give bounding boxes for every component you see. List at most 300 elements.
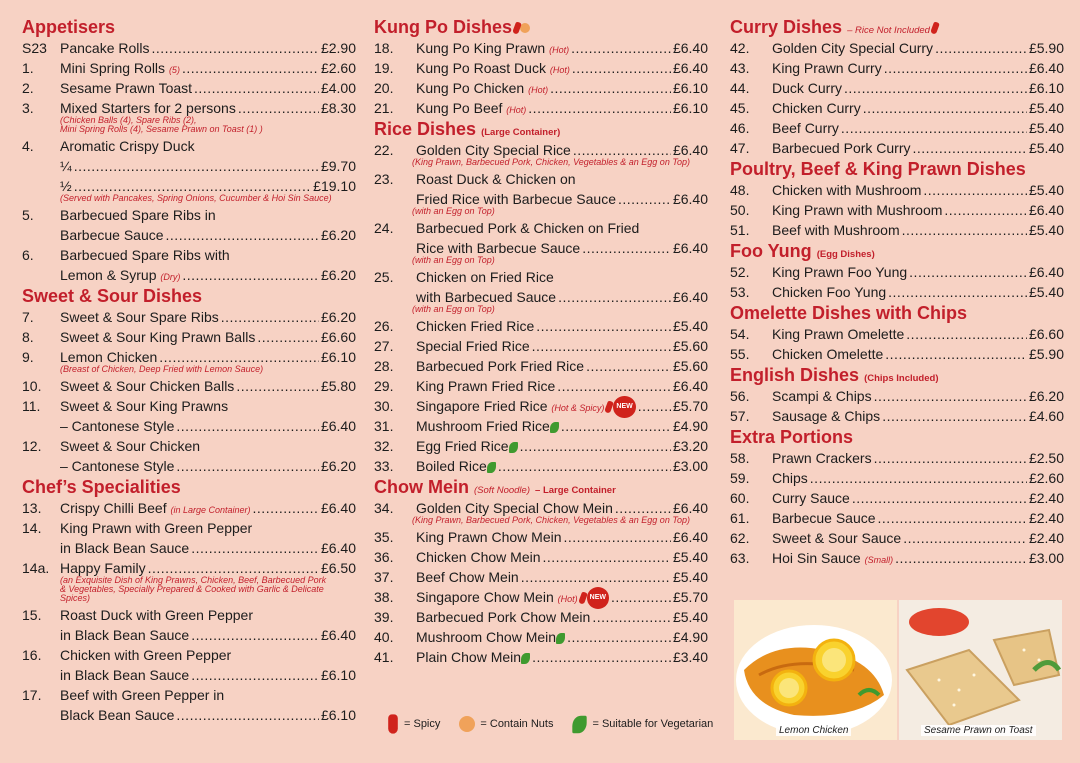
menu-item <box>374 627 708 647</box>
menu-item <box>730 220 1064 240</box>
item-name: Barbecue Sauce <box>60 227 164 243</box>
section-title: Foo Yung <box>730 241 812 261</box>
item-price: £8.30 <box>320 100 356 116</box>
leader-dots <box>176 705 319 725</box>
item-name-wrap <box>416 627 565 647</box>
item-name-wrap <box>416 396 636 418</box>
leader-dots <box>878 508 1027 528</box>
item-price: £5.40 <box>672 318 708 334</box>
leader-dots <box>194 78 319 98</box>
item-name-wrap <box>416 58 570 80</box>
section-title: Rice Dishes <box>374 119 477 139</box>
item-name: Mushroom Fried Rice <box>416 418 550 434</box>
item-price: £6.40 <box>672 529 708 545</box>
item-name-wrap <box>416 336 530 356</box>
item-note: (Dry) <box>160 272 181 282</box>
item-name-wrap <box>416 356 584 376</box>
leader-dots <box>558 287 671 307</box>
menu-item <box>374 416 708 436</box>
item-name: Rice with Barbecue Sauce <box>416 240 581 256</box>
leader-dots <box>638 396 671 416</box>
item-name: Crispy Chilli Beef <box>60 500 167 516</box>
leader-dots <box>884 58 1027 78</box>
item-price: £2.60 <box>1028 470 1064 486</box>
item-detail: & Vegetables, Specially Prepared & Cooked with Garlic & Delicate <box>60 584 324 594</box>
veg-icon <box>550 422 559 433</box>
item-name: Barbecued Spare Ribs in <box>60 207 216 223</box>
item-price: £5.80 <box>320 378 356 394</box>
menu-item <box>374 356 708 376</box>
item-name-wrap <box>60 38 150 58</box>
item-note: (Hot) <box>549 65 570 75</box>
item-detail: Spices) <box>60 593 91 603</box>
item-note: (Hot) <box>557 594 578 604</box>
section-heading <box>730 240 1064 262</box>
item-name: Kung Po King Prawn <box>416 40 546 56</box>
item-name-wrap <box>772 468 808 488</box>
leader-dots <box>592 607 671 627</box>
leader-dots <box>844 78 1027 98</box>
item-name-wrap <box>60 605 253 625</box>
section-subtitle: (Egg Dishes) <box>816 249 875 260</box>
item-name-wrap <box>416 169 576 189</box>
item-name-wrap <box>772 282 886 302</box>
section-title: Poultry, Beef & King Prawn Dishes <box>730 159 1026 179</box>
item-name: Sesame Prawn Toast <box>60 80 193 96</box>
item-number: 51. <box>730 222 750 238</box>
leader-dots <box>586 356 671 376</box>
item-name: King Prawn Curry <box>772 60 882 76</box>
menu-item <box>374 336 708 356</box>
item-number: 10. <box>22 378 42 394</box>
item-name-wrap <box>772 118 839 138</box>
item-name-wrap <box>416 416 559 436</box>
item-name-wrap <box>772 406 880 426</box>
item-number: 61. <box>730 510 750 526</box>
item-price: £6.50 <box>320 560 356 576</box>
leader-dots <box>852 488 1027 508</box>
item-number: 19. <box>374 60 394 76</box>
veg-icon <box>573 715 587 733</box>
item-detail: (Breast of Chicken, Deep Fried with Lemon Sauce) <box>60 364 264 374</box>
item-number: 2. <box>22 80 34 96</box>
item-name: Barbecue Sauce <box>772 510 876 526</box>
item-name: Mixed Starters for 2 persons <box>60 100 236 116</box>
menu-item <box>374 396 708 416</box>
menu-item <box>22 38 356 58</box>
section-title: Kung Po Dishes <box>374 17 513 37</box>
leader-dots <box>550 78 671 98</box>
item-price: £2.90 <box>320 40 356 56</box>
item-number: 39. <box>374 609 394 625</box>
item-name: Sausage & Chips <box>772 408 881 424</box>
leader-dots <box>841 118 1027 138</box>
menu-item <box>730 58 1064 78</box>
menu-item <box>22 498 356 518</box>
item-number: 46. <box>730 120 750 136</box>
item-price: £5.40 <box>1028 100 1064 116</box>
menu-item <box>730 324 1064 344</box>
item-name-wrap <box>60 396 228 416</box>
legend-nuts: = Contain Nuts <box>480 718 554 730</box>
menu-item <box>730 468 1064 488</box>
menu-item <box>22 307 356 327</box>
item-number: 44. <box>730 80 750 96</box>
menu-item <box>730 528 1064 548</box>
item-name-wrap <box>60 205 216 225</box>
item-name-wrap <box>772 98 861 118</box>
item-name-wrap <box>60 78 192 98</box>
item-note: (Hot & Spicy) <box>551 403 605 413</box>
section-subtitle: (Soft Noodle) <box>474 485 530 496</box>
item-name: Chicken Foo Yung <box>772 284 887 300</box>
item-number: 7. <box>22 309 34 325</box>
item-name-wrap <box>772 508 876 528</box>
menu-item <box>22 416 356 436</box>
item-name-wrap <box>60 265 180 287</box>
menu-item <box>22 265 356 285</box>
leader-dots <box>191 625 319 645</box>
item-name-wrap <box>772 448 872 468</box>
item-number: 18. <box>374 40 394 56</box>
item-number: 11. <box>22 398 41 414</box>
item-detail: (with an Egg on Top) <box>412 304 495 314</box>
leader-dots <box>521 567 671 587</box>
item-number: 30. <box>374 398 394 414</box>
item-price: £5.40 <box>672 569 708 585</box>
leader-dots <box>191 538 319 558</box>
menu-item <box>22 685 356 705</box>
leader-dots <box>944 200 1027 220</box>
item-name-wrap <box>60 136 195 156</box>
item-price: £6.10 <box>672 80 708 96</box>
item-name: Lemon Chicken <box>60 349 158 365</box>
menu-item <box>374 607 708 627</box>
menu-item <box>730 38 1064 58</box>
leader-dots <box>863 98 1027 118</box>
item-price: £6.10 <box>1028 80 1064 96</box>
item-price: £6.40 <box>1028 264 1064 280</box>
item-name-wrap <box>60 685 224 705</box>
menu-column-1 <box>22 16 356 725</box>
menu-item <box>22 396 356 416</box>
item-name: in Black Bean Sauce <box>60 667 190 683</box>
item-name: in Black Bean Sauce <box>60 627 190 643</box>
menu-item <box>22 436 356 456</box>
item-number: 31. <box>374 418 394 434</box>
leader-dots <box>874 386 1027 406</box>
item-price: £2.40 <box>1028 530 1064 546</box>
item-name-wrap <box>60 327 255 347</box>
item-name: Golden City Special Rice <box>416 142 571 158</box>
item-name: Beef with Mushroom <box>772 222 900 238</box>
item-number: 53. <box>730 284 750 300</box>
veg-icon <box>487 462 496 473</box>
veg-icon <box>521 653 530 664</box>
item-price: £5.40 <box>1028 284 1064 300</box>
item-name-wrap <box>772 200 942 220</box>
item-name-wrap <box>416 376 555 396</box>
item-price: £2.50 <box>1028 450 1064 466</box>
item-name-wrap <box>60 625 189 645</box>
leader-dots <box>902 220 1027 240</box>
leader-dots <box>810 468 1027 488</box>
item-price: £5.40 <box>672 609 708 625</box>
item-name: King Prawn Chow Mein <box>416 529 562 545</box>
item-price: £2.40 <box>1028 490 1064 506</box>
menu-item <box>730 488 1064 508</box>
item-name: Special Fried Rice <box>416 338 530 354</box>
item-number: 9. <box>22 349 34 365</box>
leader-dots <box>520 436 671 456</box>
item-name: Barbecued Pork Curry <box>772 140 911 156</box>
item-price: £5.40 <box>1028 182 1064 198</box>
item-name-wrap <box>60 156 72 176</box>
item-name: Curry Sauce <box>772 490 850 506</box>
menu-item <box>374 316 708 336</box>
leader-dots <box>567 627 671 647</box>
menu-item <box>730 180 1064 200</box>
new-badge: NEW <box>587 587 609 609</box>
item-number: 50. <box>730 202 750 218</box>
menu-item <box>730 386 1064 406</box>
sesame-prawn-toast-photo <box>899 600 1062 740</box>
item-number: 20. <box>374 80 394 96</box>
leader-dots <box>236 376 319 396</box>
item-name-wrap <box>416 218 639 238</box>
leader-dots <box>498 456 671 476</box>
nut-icon <box>520 23 530 33</box>
menu-item <box>374 436 708 456</box>
item-price: £6.40 <box>1028 60 1064 76</box>
item-name-wrap <box>772 548 893 570</box>
menu-item <box>730 118 1064 138</box>
item-price: £6.40 <box>320 500 356 516</box>
item-number: 40. <box>374 629 394 645</box>
leader-dots <box>611 587 671 607</box>
section-heading <box>730 302 1064 324</box>
menu-item <box>730 406 1064 426</box>
item-number: 4. <box>22 138 34 154</box>
item-name: Chicken Omelette <box>772 346 884 362</box>
section-subtitle: (Large Container) <box>481 127 561 138</box>
menu-item <box>22 645 356 665</box>
item-name: Kung Po Chicken <box>416 80 525 96</box>
item-name: Beef Curry <box>772 120 839 136</box>
section-title: Curry Dishes <box>730 17 843 37</box>
item-price: £3.20 <box>672 438 708 454</box>
chilli-icon <box>388 714 398 733</box>
item-name: King Prawn Foo Yung <box>772 264 908 280</box>
item-number: 34. <box>374 500 394 516</box>
item-price: £6.10 <box>672 100 708 116</box>
item-price: £6.40 <box>320 627 356 643</box>
item-number: 26. <box>374 318 394 334</box>
menu-item <box>730 98 1064 118</box>
section-title: Extra Portions <box>730 427 854 447</box>
item-name-wrap <box>60 245 230 265</box>
legend <box>386 718 713 730</box>
item-number: 48. <box>730 182 750 198</box>
item-name: Golden City Special Curry <box>772 40 934 56</box>
item-price: £6.40 <box>672 289 708 305</box>
leader-dots <box>882 406 1027 426</box>
menu-item <box>730 78 1064 98</box>
leader-dots <box>166 225 319 245</box>
item-name: – Cantonese Style <box>60 458 175 474</box>
item-name: Duck Curry <box>772 80 843 96</box>
item-name: Roast Duck with Green Pepper <box>60 607 253 623</box>
item-price: £3.00 <box>1028 550 1064 566</box>
item-name-wrap <box>772 528 901 548</box>
item-name-wrap <box>60 456 174 476</box>
item-name: Lemon & Syrup <box>60 267 157 283</box>
item-note: (Hot) <box>506 105 527 115</box>
item-number: 15. <box>22 607 42 623</box>
item-name-wrap <box>416 547 541 567</box>
menu-item <box>374 567 708 587</box>
item-price: £5.60 <box>672 338 708 354</box>
item-name: Sweet & Sour Chicken <box>60 438 201 454</box>
item-number: 62. <box>730 530 750 546</box>
item-name-wrap <box>60 225 164 245</box>
menu-item <box>730 508 1064 528</box>
item-number: 17. <box>22 687 42 703</box>
item-detail: (Served with Pancakes, Spring Onions, Cucumber & Hoi Sin Sauce) <box>60 193 332 203</box>
item-name: Chicken with Mushroom <box>772 182 922 198</box>
item-number: 54. <box>730 326 750 342</box>
item-number: 22. <box>374 142 394 158</box>
item-name: Pancake Rolls <box>60 40 150 56</box>
item-price: £6.20 <box>320 267 356 283</box>
menu-item <box>374 169 708 189</box>
item-price: £9.70 <box>320 158 356 174</box>
section-heading <box>730 364 1064 386</box>
item-name-wrap <box>772 78 842 98</box>
item-name: King Prawn Fried Rice <box>416 378 556 394</box>
item-number: 1. <box>22 60 34 76</box>
leader-dots <box>176 456 319 476</box>
item-name: Chicken on Fried Rice <box>416 269 554 285</box>
item-name: Beef Chow Mein <box>416 569 519 585</box>
menu-item <box>374 78 708 98</box>
item-number: 14. <box>22 520 42 536</box>
section-title: Chef’s Specialities <box>22 477 181 497</box>
item-name-wrap <box>772 58 882 78</box>
item-name-wrap <box>772 220 900 240</box>
leader-dots <box>543 547 671 567</box>
item-name: King Prawn Omelette <box>772 326 905 342</box>
item-name-wrap <box>772 324 904 344</box>
item-name: Roast Duck & Chicken on <box>416 171 576 187</box>
leader-dots <box>191 665 319 685</box>
item-price: £19.10 <box>313 178 356 194</box>
item-name: Barbecued Pork Fried Rice <box>416 358 585 374</box>
item-name: Sweet & Sour Chicken Balls <box>60 378 235 394</box>
item-detail: (King Prawn, Barbecued Pork, Chicken, Vegetables & an Egg on Top) <box>412 515 690 525</box>
item-detail: (an Exquisite Dish of King Prawns, Chicken, Beef, Barbecued Pork <box>60 575 327 585</box>
chilli-icon <box>578 592 588 605</box>
item-price: £5.40 <box>672 549 708 565</box>
section-heading <box>22 476 356 498</box>
item-name: – Cantonese Style <box>60 418 175 434</box>
menu-item <box>22 518 356 538</box>
section-title: Appetisers <box>22 17 116 37</box>
item-price: £5.90 <box>1028 40 1064 56</box>
item-name: ½ <box>60 178 72 194</box>
menu-item <box>374 58 708 78</box>
item-price: £4.00 <box>320 80 356 96</box>
lemon-chicken-image <box>734 600 897 740</box>
section-subtitle: (Chips Included) <box>864 373 939 384</box>
item-price: £6.10 <box>320 667 356 683</box>
item-price: £6.40 <box>672 378 708 394</box>
leader-dots <box>221 307 319 327</box>
leader-dots <box>923 180 1027 200</box>
item-price: £6.40 <box>672 240 708 256</box>
item-name-wrap <box>60 538 189 558</box>
menu-column-3 <box>730 16 1064 568</box>
section-heading <box>374 476 708 498</box>
item-number: 36. <box>374 549 394 565</box>
sesame-prawn-toast-image <box>899 600 1062 740</box>
item-name: Plain Chow Mein <box>416 649 522 665</box>
leader-dots <box>74 156 319 176</box>
menu-item <box>730 548 1064 568</box>
section-heading <box>22 285 356 307</box>
section-heading <box>22 16 356 38</box>
item-name: Mini Spring Rolls <box>60 60 166 76</box>
leader-dots <box>557 376 671 396</box>
menu-item <box>730 200 1064 220</box>
item-name-wrap <box>416 78 548 100</box>
section-title: Chow Mein <box>374 477 469 497</box>
item-name-wrap <box>416 587 609 609</box>
item-price: £6.40 <box>672 60 708 76</box>
leader-dots <box>257 327 319 347</box>
item-number: 52. <box>730 264 750 280</box>
item-detail: (with an Egg on Top) <box>412 255 495 265</box>
item-price: £5.40 <box>1028 222 1064 238</box>
item-price: £6.40 <box>320 540 356 556</box>
section-subtitle: – Rice Not Included <box>847 25 930 36</box>
item-name-wrap <box>416 607 590 627</box>
leader-dots <box>176 416 319 436</box>
menu-item <box>374 456 708 476</box>
leader-dots <box>582 238 671 258</box>
item-name: Hoi Sin Sauce <box>772 550 861 566</box>
legend-veg: = Suitable for Vegetarian <box>592 718 714 730</box>
item-number: 21. <box>374 100 394 116</box>
item-price: £6.60 <box>1028 326 1064 342</box>
item-detail: (with an Egg on Top) <box>412 206 495 216</box>
item-name-wrap <box>60 705 174 725</box>
item-note: (in Large Container) <box>170 505 251 515</box>
nut-icon <box>459 716 475 732</box>
item-name: King Prawn with Green Pepper <box>60 520 253 536</box>
menu-item <box>374 98 708 118</box>
item-name-wrap <box>60 518 252 538</box>
item-name: Mushroom Chow Mein <box>416 629 557 645</box>
item-name-wrap <box>416 567 519 587</box>
item-name: Egg Fried Rice <box>416 438 509 454</box>
item-number: S23 <box>22 40 47 56</box>
leader-dots <box>885 344 1027 364</box>
item-number: 32. <box>374 438 394 454</box>
leader-dots <box>528 98 671 118</box>
item-name-wrap <box>416 436 518 456</box>
section-heading <box>374 118 708 140</box>
